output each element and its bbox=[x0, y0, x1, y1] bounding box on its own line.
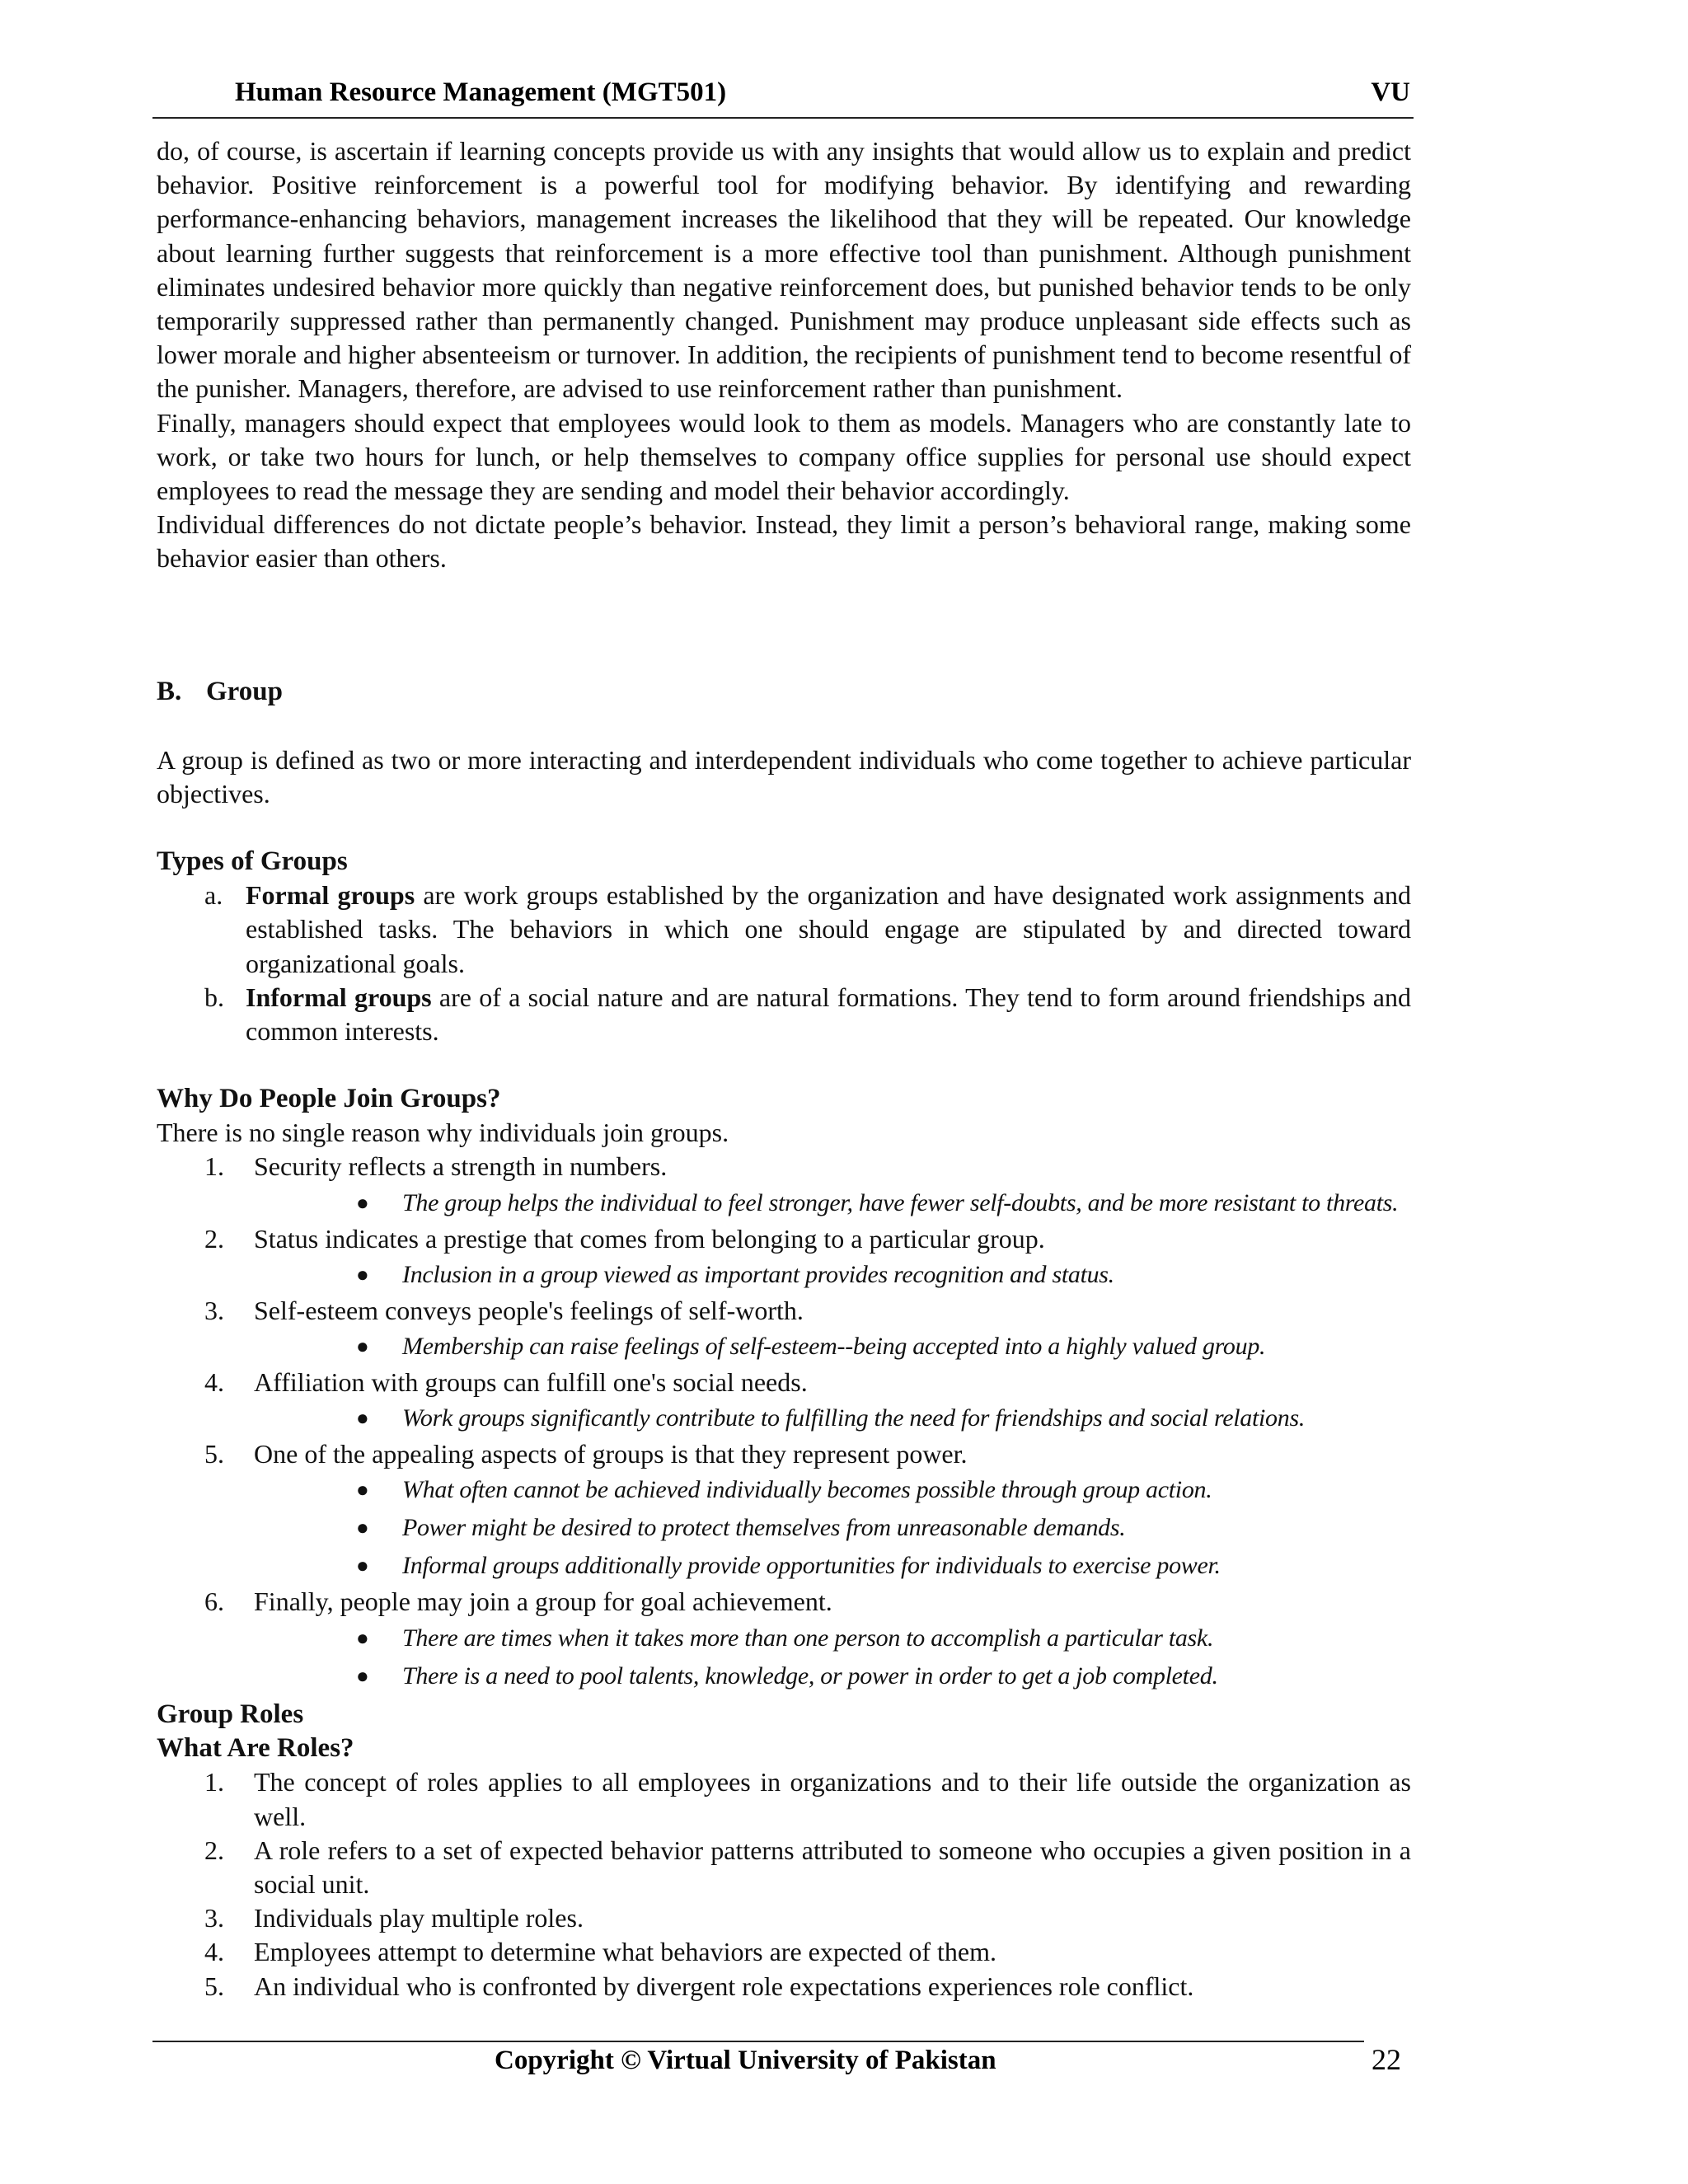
intro-paragraph: Finally, managers should expect that employees would look to them as models. Managers who are constantly late to work, or take two hours for lunch, or help themselves to company office supplies for personal use should expect employees to read the message they are sending and model their behavior accordingly. bbox=[157, 407, 1411, 506]
why-join-heading: Why Do People Join Groups? bbox=[157, 1084, 501, 1113]
bullet-text: Membership can raise feelings of self-esteem--being accepted into a highly valued group. bbox=[402, 1333, 1266, 1361]
item-text: Affiliation with groups can fulfill one's social needs. bbox=[254, 1367, 808, 1398]
bullet-icon: ● bbox=[356, 1663, 369, 1688]
list-item bbox=[157, 1585, 1411, 1619]
item-text: Finally, people may join a group for goal achievement. bbox=[254, 1586, 832, 1617]
bullet-item bbox=[157, 1328, 1411, 1366]
list-item bbox=[157, 981, 1411, 1048]
term-description: are of a social nature and are natural formations. They tend to form around friendships and common interests. bbox=[246, 982, 1411, 1047]
item-text: An individual who is confronted by divergent role expectations experiences role conflict. bbox=[254, 1971, 1194, 2001]
list-item bbox=[157, 1366, 1411, 1399]
list-marker: 6. bbox=[204, 1586, 224, 1617]
list-item bbox=[157, 1970, 1411, 2004]
bullet-text: Inclusion in a group viewed as important provides recognition and status. bbox=[402, 1260, 1114, 1288]
list-marker: 4. bbox=[204, 1937, 224, 1967]
bullet-item bbox=[157, 1184, 1411, 1222]
group-roles-section bbox=[157, 1698, 1411, 2004]
what-are-roles-heading: What Are Roles? bbox=[157, 1733, 354, 1764]
list-item bbox=[157, 1437, 1411, 1471]
bullet-item bbox=[157, 1509, 1411, 1547]
types-heading: Types of Groups bbox=[157, 846, 348, 876]
list-marker: 1. bbox=[204, 1151, 224, 1182]
section-title: Group bbox=[206, 677, 283, 706]
bullet-text: What often cannot be achieved individually becomes possible through group action. bbox=[402, 1476, 1212, 1504]
bullet-item bbox=[157, 1471, 1411, 1509]
footer-divider bbox=[152, 2041, 1364, 2042]
item-text: One of the appealing aspects of groups is that they represent power. bbox=[254, 1439, 968, 1469]
item-text: Self-esteem conveys people's feelings of self-worth. bbox=[254, 1295, 804, 1325]
bullet-item bbox=[157, 1399, 1411, 1437]
list-item bbox=[157, 1834, 1411, 1901]
course-title: Human Resource Management (MGT501) bbox=[235, 77, 727, 107]
group-roles-heading: Group Roles bbox=[157, 1699, 304, 1729]
list-marker: 1. bbox=[204, 1767, 224, 1797]
bullet-icon: ● bbox=[356, 1478, 369, 1502]
types-of-groups-section bbox=[157, 845, 1411, 1048]
item-text: Individuals play multiple roles. bbox=[254, 1903, 584, 1933]
item-text: A role refers to a set of expected behavior patterns attributed to someone who occupies a given position in a social unit. bbox=[254, 1835, 1411, 1900]
item-text: Security reflects a strength in numbers. bbox=[254, 1151, 668, 1182]
list-marker: 4. bbox=[204, 1367, 224, 1398]
page-header bbox=[152, 74, 1414, 119]
bullet-text: The group helps the individual to feel stronger, have fewer self-doubts, and be more resistant to threats. bbox=[402, 1188, 1399, 1216]
bullet-item bbox=[157, 1547, 1411, 1585]
term: Informal groups bbox=[246, 982, 432, 1012]
term-description: are work groups established by the organization and have designated work assignments and established tasks. The behaviors in which one should engage are stipulated by and directed toward organizational goals. bbox=[246, 880, 1412, 978]
bullet-icon: ● bbox=[356, 1554, 369, 1578]
intro-section bbox=[157, 134, 1411, 576]
list-item bbox=[157, 1765, 1411, 1833]
item-text: Employees attempt to determine what behaviors are expected of them. bbox=[254, 1937, 996, 1967]
list-marker: 5. bbox=[204, 1439, 224, 1469]
bullet-icon: ● bbox=[356, 1334, 369, 1359]
why-join-section bbox=[157, 1082, 1411, 1695]
footer-copyright: Copyright © Virtual University of Pakistan bbox=[495, 2046, 996, 2075]
list-marker: 3. bbox=[204, 1903, 224, 1933]
bullet-item bbox=[157, 1619, 1411, 1657]
item-text: Status indicates a prestige that comes from belonging to a particular group. bbox=[254, 1223, 1045, 1254]
bullet-text: Work groups significantly contribute to fulfilling the need for friendships and social relations. bbox=[402, 1404, 1306, 1432]
intro-paragraph: Individual differences do not dictate people’s behavior. Instead, they limit a person’s behavioral range, making some behavior easier than others. bbox=[157, 509, 1411, 574]
why-join-intro: There is no single reason why individuals join groups. bbox=[157, 1118, 729, 1148]
list-item bbox=[157, 1294, 1411, 1328]
list-marker: b. bbox=[204, 982, 224, 1012]
bullet-text: There are times when it takes more than one person to accomplish a particular task. bbox=[402, 1624, 1214, 1652]
list-item bbox=[157, 1901, 1411, 1935]
list-marker: 2. bbox=[204, 1835, 224, 1865]
list-item bbox=[157, 1222, 1411, 1256]
list-item bbox=[157, 1935, 1411, 1969]
group-definition bbox=[157, 743, 1411, 811]
institution-abbrev: VU bbox=[1371, 77, 1410, 107]
bullet-text: Informal groups additionally provide opportunities for individuals to exercise power. bbox=[402, 1552, 1221, 1580]
list-item bbox=[157, 879, 1411, 981]
bullet-icon: ● bbox=[356, 1625, 369, 1650]
intro-paragraph: do, of course, is ascertain if learning concepts provide us with any insights that would allow us to explain and predict behavior. Positive reinforcement is a powerful tool for modifying behavior. By identifying and rewarding performance-enhancing behaviors, management increases the likelihood that they will be repeated. Our knowledge about learning further suggests that reinforcement is a more effective tool than punishment. Although punishment eliminates undesired behavior more quickly than negative reinforcement does, but punished behavior tends to be only temporarily suppressed rather than permanently changed. Punishment may produce unpleasant side effects such as lower morale and higher absenteeism or turnover. In addition, the recipients of punishment tend to become resentful of the punisher. Managers, therefore, are advised to use reinforcement rather than punishment. bbox=[157, 136, 1411, 404]
bullet-item bbox=[157, 1657, 1411, 1695]
definition-paragraph: A group is defined as two or more interacting and interdependent individuals who come together to achieve particular objectives. bbox=[157, 745, 1411, 809]
item-text: The concept of roles applies to all employees in organizations and to their life outside the organization as well. bbox=[254, 1767, 1411, 1831]
bullet-icon: ● bbox=[356, 1262, 369, 1286]
page-number: 22 bbox=[1372, 2043, 1401, 2076]
list-marker: 5. bbox=[204, 1971, 224, 2001]
bullet-icon: ● bbox=[356, 1406, 369, 1431]
term: Formal groups bbox=[246, 880, 415, 911]
list-marker: a. bbox=[204, 880, 223, 911]
bullet-text: There is a need to pool talents, knowledge, or power in order to get a job completed. bbox=[402, 1661, 1218, 1690]
bullet-text: Power might be desired to protect themselves from unreasonable demands. bbox=[402, 1514, 1126, 1542]
list-marker: 2. bbox=[204, 1223, 224, 1254]
list-marker: 3. bbox=[204, 1295, 224, 1325]
section-number: B. bbox=[157, 677, 182, 706]
bullet-icon: ● bbox=[356, 1190, 369, 1215]
bullet-icon: ● bbox=[356, 1516, 369, 1540]
list-item bbox=[157, 1150, 1411, 1183]
bullet-item bbox=[157, 1256, 1411, 1294]
section-b-heading bbox=[157, 675, 1411, 709]
